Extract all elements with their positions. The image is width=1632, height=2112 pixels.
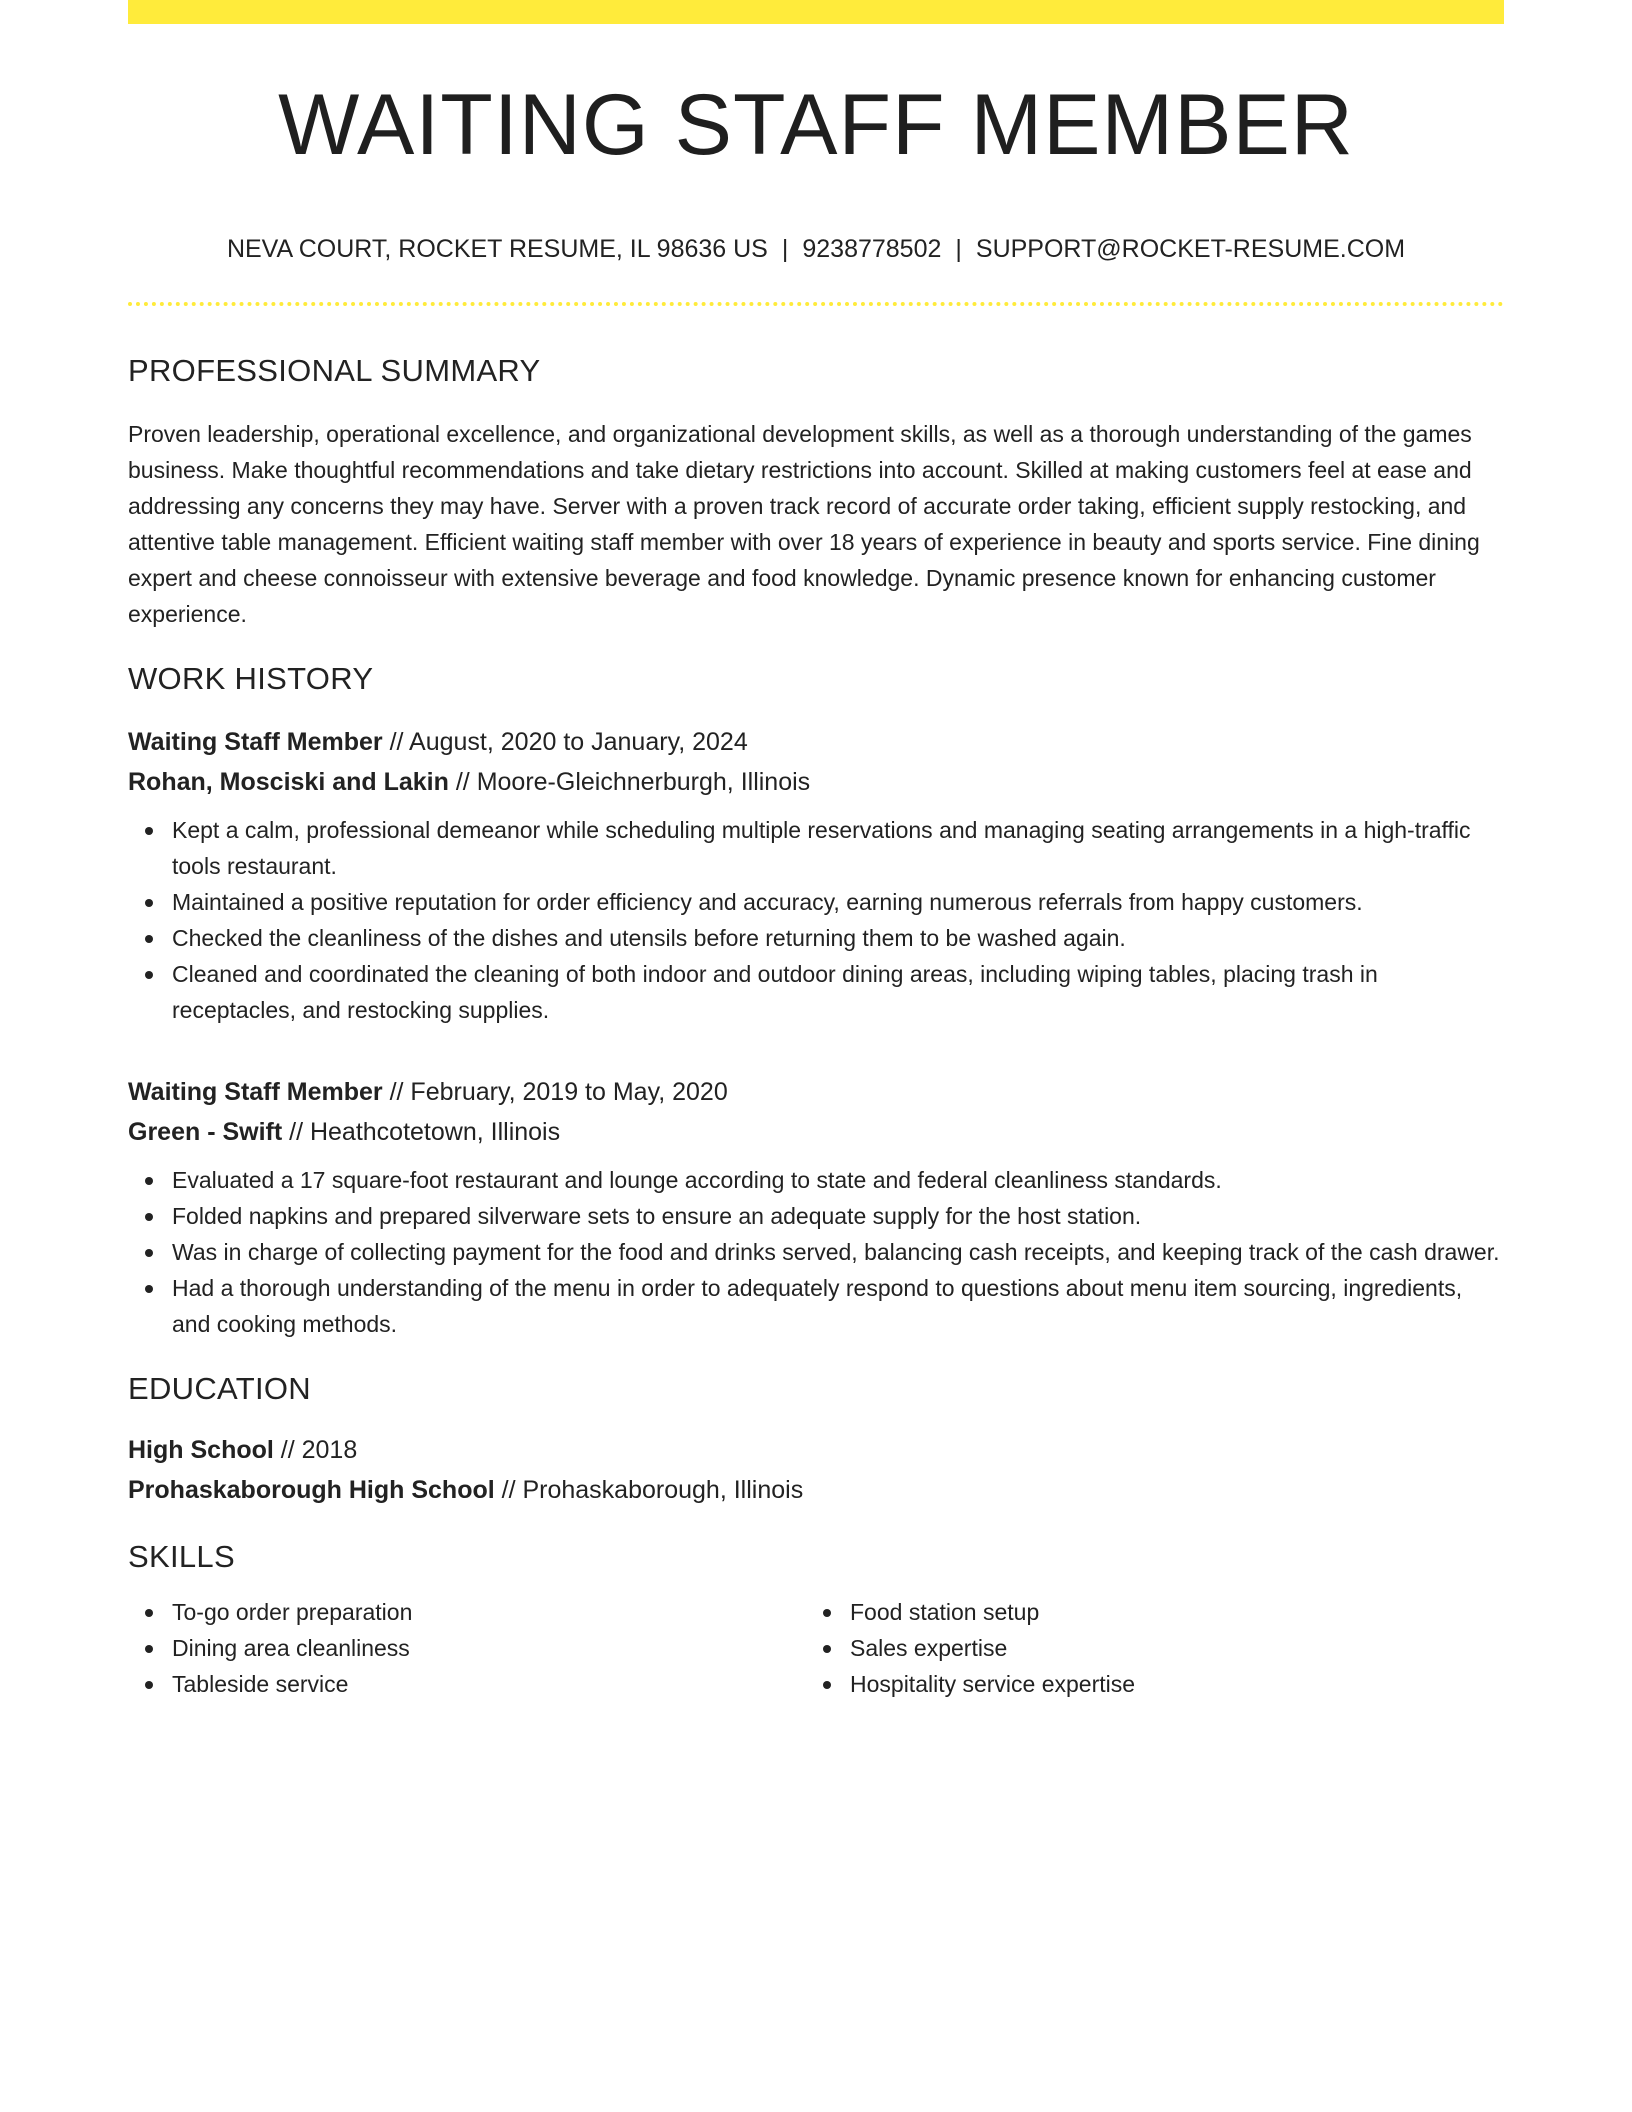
contact-phone: 9238778502 bbox=[802, 235, 942, 263]
job-company: Green - Swift bbox=[128, 1118, 283, 1147]
contact-email: SUPPORT@ROCKET-RESUME.COM bbox=[975, 235, 1406, 263]
contact-line bbox=[128, 234, 1504, 264]
job-dates: // February, 2019 to May, 2020 bbox=[382, 1078, 728, 1107]
skills-grid bbox=[128, 1594, 1504, 1702]
list-item: Hospitality service expertise bbox=[850, 1666, 1484, 1702]
education-school-line bbox=[128, 1470, 1504, 1510]
education-year: // 2018 bbox=[273, 1436, 358, 1465]
candidate-name: WAITING STAFF MEMBER bbox=[278, 77, 1354, 173]
job-company-line bbox=[128, 762, 1504, 802]
job-bullets bbox=[128, 812, 1504, 1028]
list-item: Evaluated a 17 square-foot restaurant and lounge according to state and federal cleanliness standards. bbox=[172, 1162, 1504, 1198]
summary-text: Proven leadership, operational excellence, and organizational development skills, as well as a thorough understanding of the games business. Make thoughtful recommendations and take dietary restrictions into account. Skilled at making customers feel at ease and addressing any concerns they may have. Server with a proven track record of accurate order taking, efficient supply restocking, and attentive table management. Efficient waiting staff member with over 18 years of experience in beauty and sports service. Fine dining expert and cheese connoisseur with extensive beverage and food knowledge. Dynamic presence known for enhancing customer experience. bbox=[128, 421, 1480, 628]
job-company-line bbox=[128, 1112, 1504, 1152]
section-title-skills: SKILLS bbox=[128, 1539, 235, 1575]
education-degree: High School bbox=[128, 1436, 274, 1465]
job-role: Waiting Staff Member bbox=[128, 1078, 383, 1107]
list-item: Folded napkins and prepared silverware sets to ensure an adequate supply for the host station. bbox=[172, 1198, 1504, 1234]
job-entry bbox=[128, 722, 1504, 1028]
section-title-work-history: WORK HISTORY bbox=[128, 661, 374, 697]
contact-separator: | bbox=[781, 235, 789, 263]
job-role-line bbox=[128, 722, 1504, 762]
dotted-divider bbox=[128, 302, 1504, 306]
list-item: Checked the cleanliness of the dishes and utensils before returning them to be washed again. bbox=[172, 920, 1504, 956]
section-title-education: EDUCATION bbox=[128, 1371, 311, 1407]
job-entry bbox=[128, 1072, 1504, 1342]
job-location: // Heathcotetown, Illinois bbox=[282, 1118, 561, 1147]
skills-column-right bbox=[806, 1594, 1484, 1702]
education-degree-line bbox=[128, 1430, 1504, 1470]
job-role: Waiting Staff Member bbox=[128, 728, 383, 757]
contact-address: NEVA COURT, ROCKET RESUME, IL 98636 US bbox=[226, 235, 768, 263]
contact-separator: | bbox=[955, 235, 962, 263]
list-item: Tableside service bbox=[172, 1666, 806, 1702]
job-dates: // August, 2020 to January, 2024 bbox=[382, 728, 748, 757]
list-item: Dining area cleanliness bbox=[172, 1630, 806, 1666]
section-title-summary: PROFESSIONAL SUMMARY bbox=[128, 353, 541, 388]
list-item: Sales expertise bbox=[850, 1630, 1484, 1666]
list-item: Was in charge of collecting payment for the food and drinks served, balancing cash receipts, and keeping track of the cash drawer. bbox=[172, 1234, 1504, 1270]
list-item: Had a thorough understanding of the menu in order to adequately respond to questions about menu item sourcing, ingredients, and cooking methods. bbox=[172, 1270, 1504, 1342]
list-item: To-go order preparation bbox=[172, 1594, 806, 1630]
job-bullets bbox=[128, 1162, 1504, 1342]
list-item: Cleaned and coordinated the cleaning of both indoor and outdoor dining areas, including wiping tables, placing trash in receptacles, and restocking supplies. bbox=[172, 956, 1504, 1028]
list-item: Maintained a positive reputation for order efficiency and accuracy, earning numerous referrals from happy customers. bbox=[172, 884, 1504, 920]
job-role-line bbox=[128, 1072, 1504, 1112]
resume-page bbox=[128, 0, 1504, 1702]
skills-column-left bbox=[128, 1594, 806, 1702]
education-location: // Prohaskaborough, Illinois bbox=[494, 1476, 804, 1505]
education-school: Prohaskaborough High School bbox=[128, 1476, 495, 1505]
job-company: Rohan, Mosciski and Lakin bbox=[128, 768, 449, 797]
job-location: // Moore-Gleichnerburgh, Illinois bbox=[448, 768, 811, 797]
list-item: Kept a calm, professional demeanor while scheduling multiple reservations and managing seating arrangements in a high-traffic tools restaurant. bbox=[172, 812, 1504, 884]
accent-top-bar bbox=[128, 0, 1504, 24]
list-item: Food station setup bbox=[850, 1594, 1484, 1630]
education-entry bbox=[128, 1430, 1504, 1510]
